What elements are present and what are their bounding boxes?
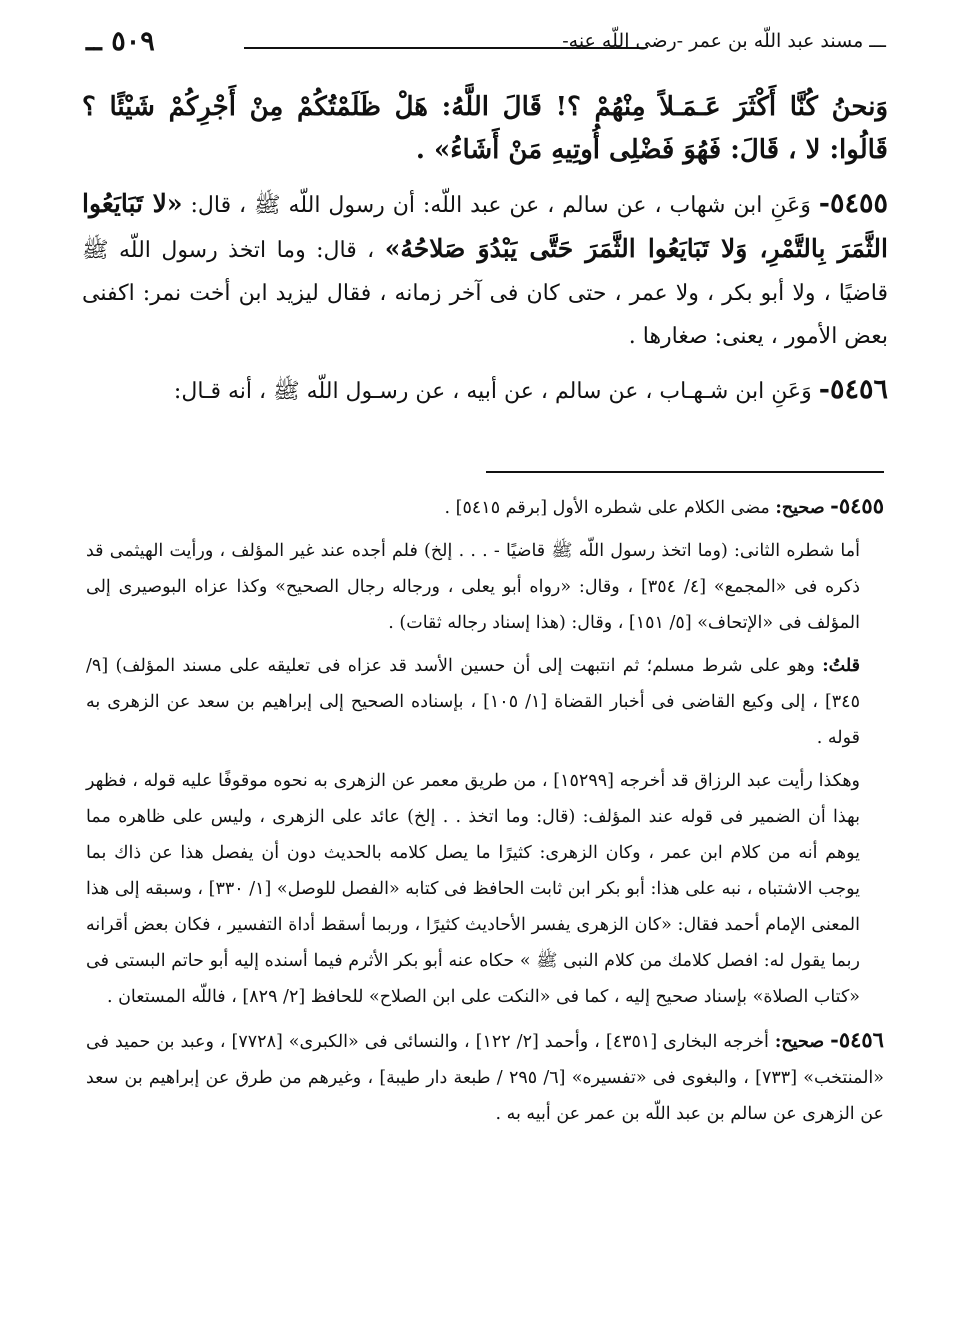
footnote-number-5456: ٥٤٥٦- (830, 1027, 884, 1052)
footnote-5455-para-1: أما شطره الثانى: (وما اتخذ رسول اللّه ﷺ قاضيًا - . . . إلخ) فلم أجده عند غير المؤلف ، ورأيت الهيثمى قد ذكره فى «المجمع» [٤/ ٣٥٤] ، وقال: «رواه أبو يعلى ، ورجاله رجال الصحيح» وكذا عزاه البوصيرى إلى المؤلف فى «الإتحاف» [٥/ ١٥١] ، وقال: (هذا إسناد رجاله ثقات) . (86, 541, 860, 633)
footnote-5456 (86, 1022, 884, 1132)
hadith-5455-matn: «لا تَبَايَعُوا الثَّمَرَ بِالتَّمْرِ، وَلا تَبَايَعُوا الثَّمَرَ حَتَّى يَبْدُوَ صَلاحُهُ» (82, 189, 888, 263)
hadith-number-5455: ٥٤٥٥- (818, 188, 888, 219)
footnote-5455-intro (86, 488, 884, 526)
footnotes (86, 488, 884, 1139)
header-rule (244, 47, 646, 49)
footnote-5455-para-2-text: وهو على شرط مسلم؛ ثم انتبهت إلى أن حسين الأسد قد عزاه فى تعليقه على مسند المؤلف) [٩/ ٣٤٥] ، إلى وكيع القاضى فى أخبار القضاة [١/ ١٠٥] ، بإسناده الصحيح إلى إبراهيم بن سعد عن الزهرى به قوله . (86, 656, 860, 748)
footnote-number-5455: ٥٤٥٥- (830, 493, 884, 518)
footnote-5455-para-2-lead: قلتُ: (822, 656, 860, 676)
running-header (86, 28, 886, 68)
footnote-5456-text: أخرجه البخارى [٤٣٥١] ، وأحمد [٢/ ١٢٢] ، والنسائى فى «الكبرى» [٧٧٢٨] ، وعبد بن حميد فى «المنتخب» [٧٣٣] ، والبغوى فى «تفسيره» [٦/ ٢٩٥ / طبعة دار طيبة] ، وغيرهم من طرق عن إبراهيم بن سعد عن الزهرى عن سالم بن عبد اللّه بن عمر عن أبيه به . (86, 1032, 884, 1124)
hadith-5456-text: وَعَنِ ابن شـهـاب ، عن سالم ، عن أبيه ، عن رسـول اللّه ﷺ ، أنه قـال: (173, 379, 812, 404)
header-title: ـــ مسند عبد اللّه بن عمر -رضى اللّه عنه- (562, 30, 886, 52)
hadith-5455 (82, 182, 888, 358)
page-number: ٥٠٩ ــ (86, 26, 155, 57)
footnote-5455-para-3: وهكذا رأيت عبد الرزاق قد أخرجه [١٥٢٩٩] ، من طريق معمر عن الزهرى به نحوه موقوفًا عليه قوله ، فظهر بهذا أن الضمير فى قوله عند المؤلف: (قال: وما اتخذ . . إلخ) عائد على الزهرى ، وليس على ظاهره مما يوهم أنه من كلام ابن عمر ، وكان الزهرى: كثيرًا ما يصل كلامه بالحديث دون أن يفصل هذا عن ذاك بما يوجب الاشتباه ، نبه على هذا: أبو بكر ابن ثابت الحافظ فى كتابه «الفصل للوصل» [١/ ٣٣٠] ، وسبقه إلى هذا المعنى الإمام أحمد فقال: «كان الزهرى يفسر الأحاديث كثيرًا ، وربما أسقط أداة التفسير ، فكان بعض أقرانه ربما يقول له: افصل كلامك من كلام النبى ﷺ » حكاه عنه أبو بكر الأثرم فيما أسنده إليه أبو حاتم البستى فى «كتاب الصلاة» بإسناد صحيح إليه ، كما فى «النكت على ابن الصلاح» للحافظ [٢/ ٨٢٩] ، فاللّه المستعان . (86, 771, 860, 1007)
footnote-5455-grade: صحيح: (775, 498, 825, 518)
footnote-5455-intro-text: مضى الكلام على شطره الأول [برقم ٥٤١٥] . (444, 498, 770, 518)
footnote-5456-grade: صحيح: (774, 1032, 825, 1052)
hadith-number-5456: ٥٤٥٦- (818, 374, 888, 405)
hadith-5455-isnad: وَعَنِ ابن شهاب ، عن سالم ، عن عبد اللّه: أن رسول اللّه ﷺ ، قال: (190, 193, 811, 218)
footnote-separator (486, 471, 884, 473)
hadith-5454-ending: وَنحنُ كُنَّا أَكْثَرَ عَـمَـلاً مِنْهُمْ ؟! قَالَ اللَّهُ: هَلْ ظَلَمْتُكُمْ مِنْ أَجْرِكُمْ شَيْئًا ؟ قَالُوا: لا ، قَالَ: فَهُوَ فَضْلِى أُوتِيهِ مَنْ أَشَاءُ» . (82, 92, 888, 165)
hadith-5456 (82, 368, 888, 413)
hadith-5455-rest: ، قال: وما اتخذ رسول اللّه ﷺ قاضيًا ، ولا أبو بكر ، ولا عمر ، حتى كان فى آخر زمانه ، فقال ليزيد ابن أخت نمر: اكفنى بعض الأمور ، يعنى: صغارها . (82, 238, 888, 349)
main-text (82, 86, 888, 423)
footnote-5455-para-2 (86, 648, 884, 756)
